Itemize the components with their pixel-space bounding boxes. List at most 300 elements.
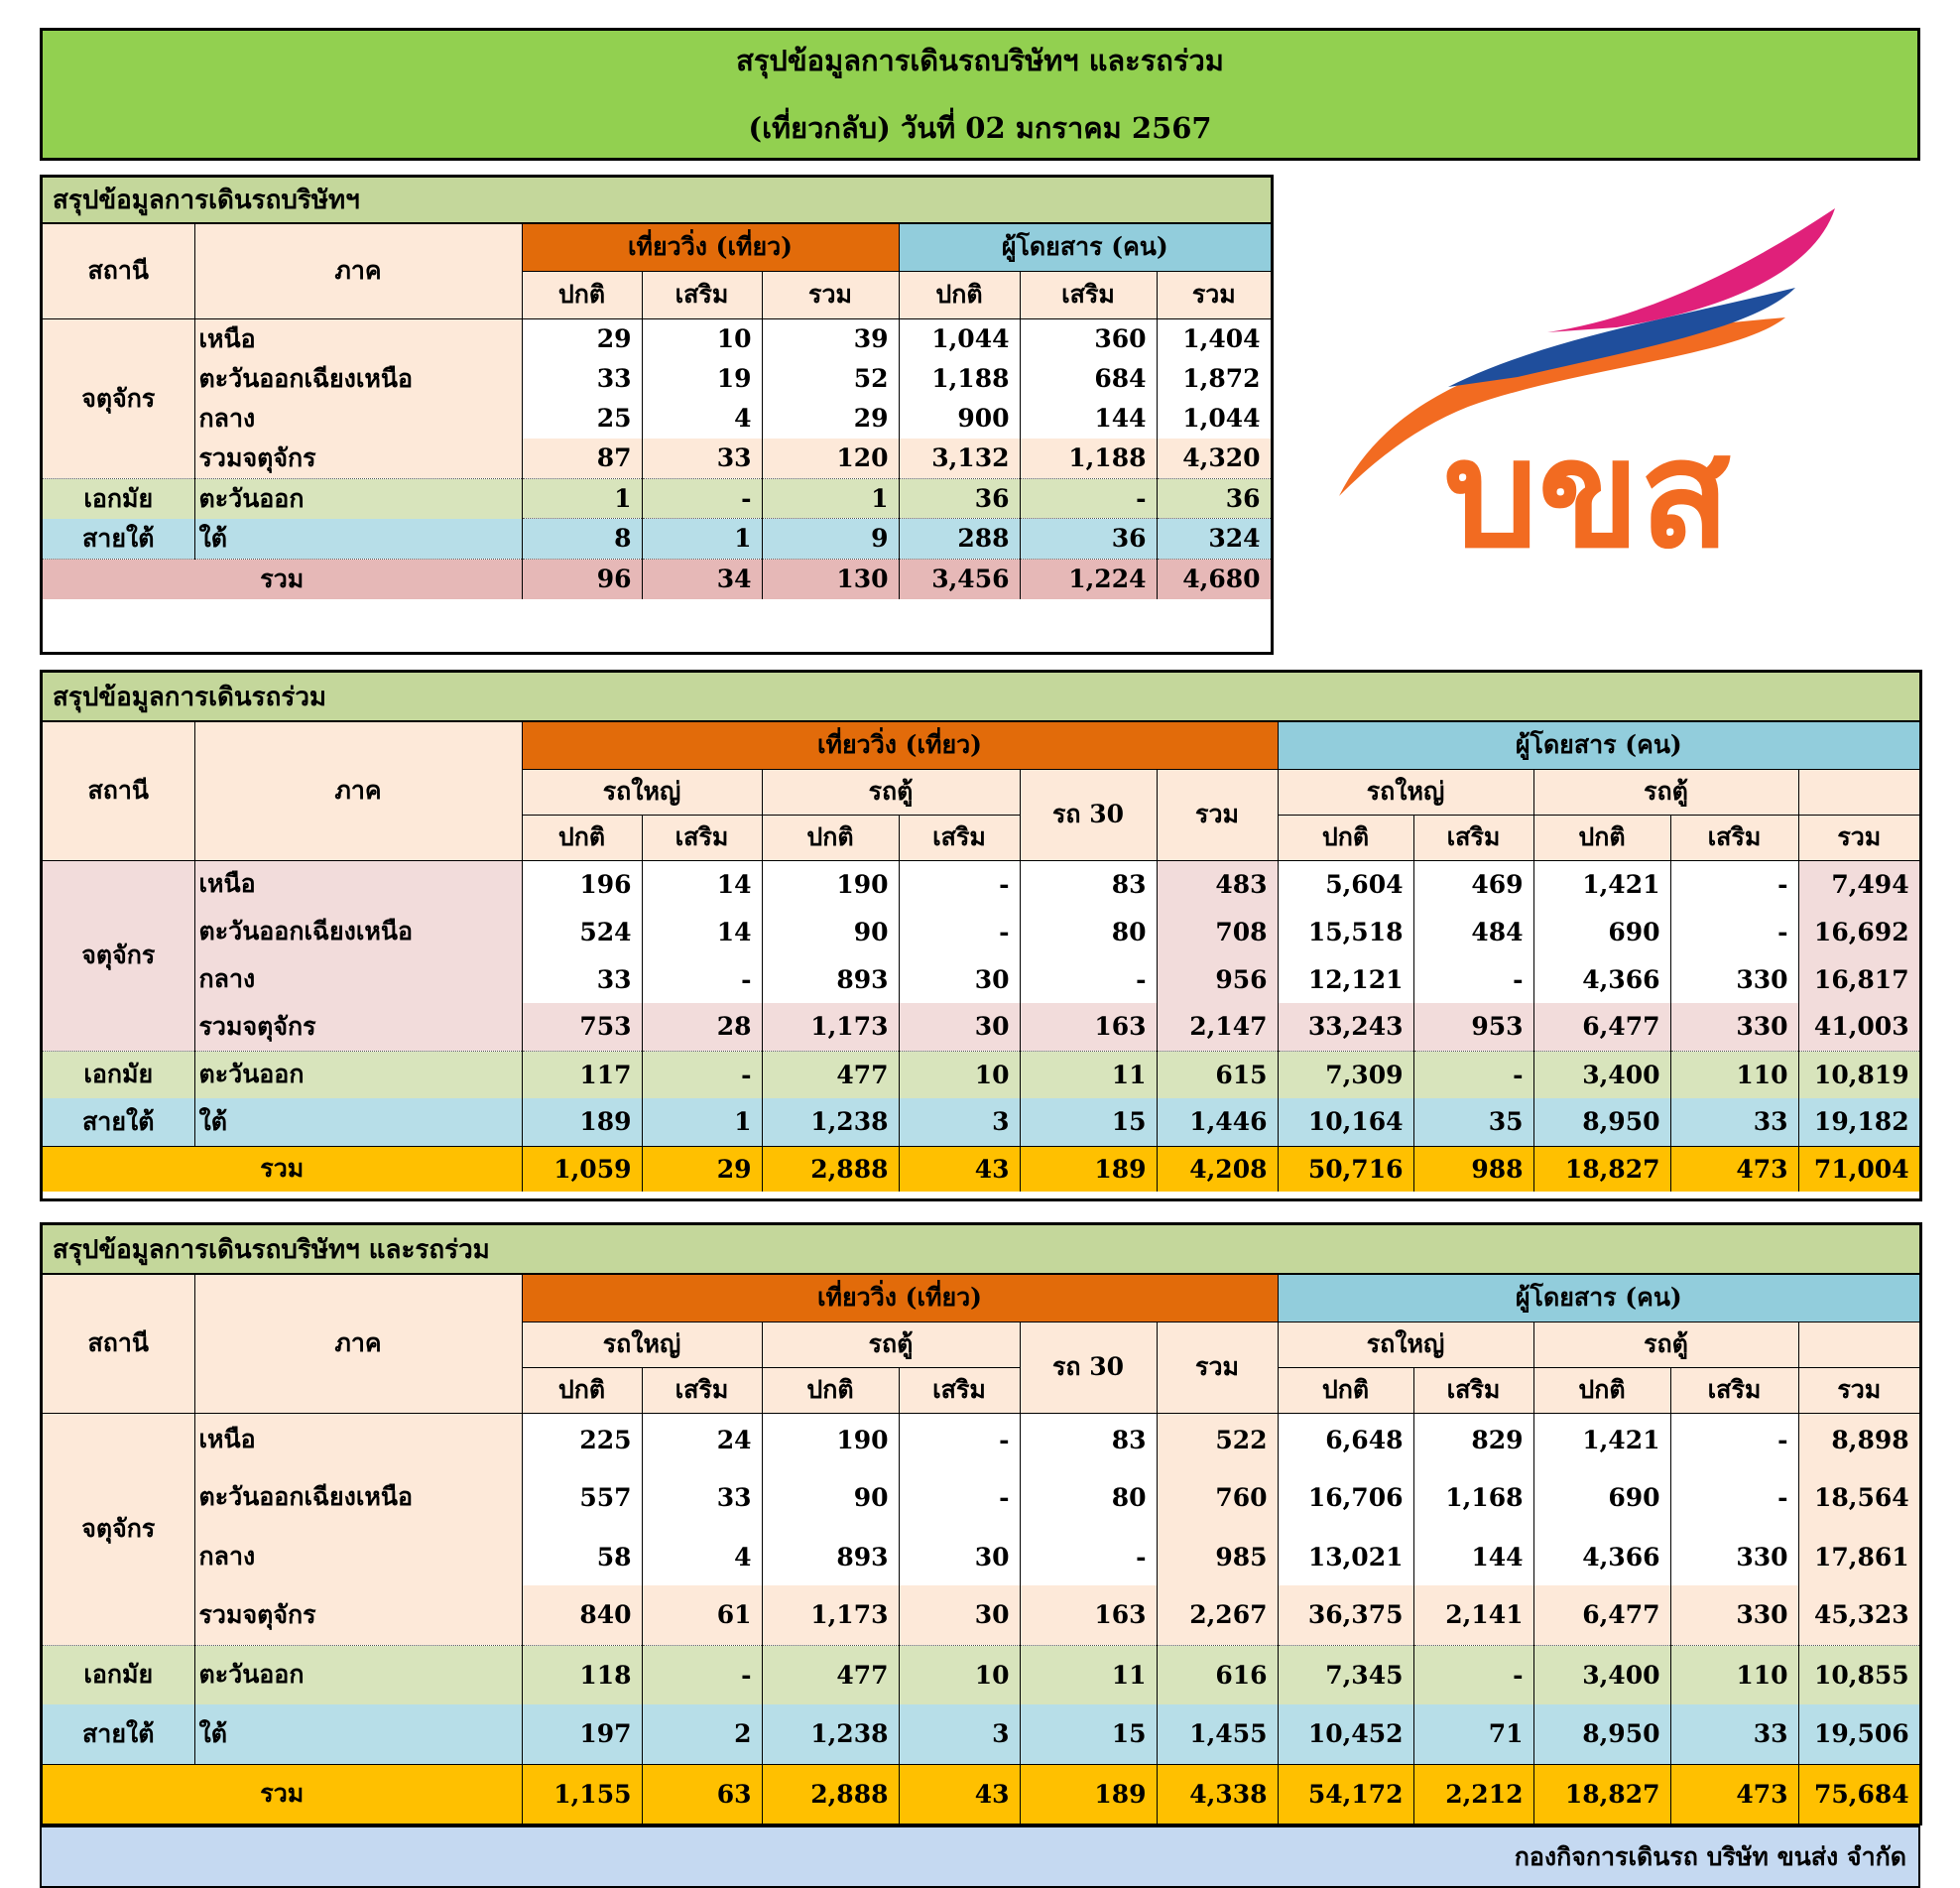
value-cell: 15,518 — [1278, 908, 1413, 955]
value-cell: 189 — [1020, 1146, 1157, 1192]
value-cell: 35 — [1413, 1098, 1533, 1146]
region-cell: กลาง — [194, 1528, 522, 1585]
value-cell: 15 — [1020, 1098, 1157, 1146]
value-cell: 10,452 — [1278, 1704, 1413, 1764]
value-cell: 1,421 — [1533, 860, 1670, 908]
value-cell: 24 — [642, 1413, 762, 1466]
total-label: รวม — [43, 1146, 522, 1192]
value-cell: - — [899, 1413, 1020, 1466]
value-cell: 144 — [1020, 399, 1157, 439]
bks-logo — [1319, 198, 1855, 575]
col-extra: เสริม — [1670, 1367, 1798, 1413]
region-cell: ตะวันออกเฉียงเหนือ — [194, 908, 522, 955]
table-row — [43, 399, 1271, 439]
value-cell: 110 — [1670, 1645, 1798, 1704]
value-cell: 10,164 — [1278, 1098, 1413, 1146]
table-row — [43, 1051, 1919, 1098]
value-cell: 469 — [1413, 860, 1533, 908]
col-passengers: ผู้โดยสาร (คน) — [1278, 1274, 1919, 1322]
value-cell: 4 — [642, 399, 762, 439]
value-cell: 8 — [522, 519, 642, 560]
joint-summary-table — [40, 670, 1922, 1201]
value-cell: 4,208 — [1157, 1146, 1278, 1192]
value-cell: 39 — [762, 318, 899, 359]
value-cell: 8,950 — [1533, 1098, 1670, 1146]
value-cell: 83 — [1020, 860, 1157, 908]
value-cell: 616 — [1157, 1645, 1278, 1704]
col-extra: เสริม — [642, 271, 762, 318]
report-subtitle: (เที่ยวกลับ) วันที่ 02 มกราคม 2567 — [748, 111, 1212, 145]
value-cell: 1,044 — [1157, 399, 1271, 439]
value-cell: 83 — [1020, 1413, 1157, 1466]
col-station: สถานี — [43, 223, 194, 318]
col-normal: ปกติ — [1533, 815, 1670, 860]
value-cell: 484 — [1413, 908, 1533, 955]
value-cell: 708 — [1157, 908, 1278, 955]
col-extra: เสริม — [899, 1367, 1020, 1413]
col-big-bus: รถใหญ่ — [1278, 1322, 1533, 1367]
col-normal: ปกติ — [522, 1367, 642, 1413]
value-cell: 1 — [642, 519, 762, 560]
value-cell: 1,404 — [1157, 318, 1271, 359]
table-title: สรุปข้อมูลการเดินรถร่วม — [43, 673, 1919, 721]
value-cell: 1,059 — [522, 1146, 642, 1192]
value-cell: 10 — [899, 1645, 1020, 1704]
value-cell: 2,212 — [1413, 1764, 1533, 1824]
value-cell: - — [1670, 860, 1798, 908]
table-row — [43, 908, 1919, 955]
value-cell: 900 — [899, 399, 1020, 439]
value-cell: 6,477 — [1533, 1003, 1670, 1051]
col-region: ภาค — [194, 223, 522, 318]
value-cell: 45,323 — [1798, 1585, 1919, 1645]
value-cell: 33 — [1670, 1098, 1798, 1146]
station-cell: เอกมัย — [43, 1645, 194, 1704]
value-cell: 197 — [522, 1704, 642, 1764]
value-cell: - — [899, 908, 1020, 955]
value-cell: 893 — [762, 955, 899, 1003]
value-cell: 36 — [899, 478, 1020, 519]
value-cell: 953 — [1413, 1003, 1533, 1051]
col-passengers: ผู้โดยสาร (คน) — [1278, 721, 1919, 769]
value-cell: 33,243 — [1278, 1003, 1413, 1051]
value-cell: - — [1413, 1051, 1533, 1098]
col-big-bus: รถใหญ่ — [522, 1322, 762, 1367]
value-cell: 1,446 — [1157, 1098, 1278, 1146]
table-row — [43, 1413, 1919, 1466]
station-cell: จตุจักร — [43, 860, 194, 1051]
station-cell: สายใต้ — [43, 519, 194, 560]
value-cell: 477 — [762, 1645, 899, 1704]
value-cell: 17,861 — [1798, 1528, 1919, 1585]
value-cell: - — [1020, 955, 1157, 1003]
total-label: รวม — [43, 1764, 522, 1824]
table-title: สรุปข้อมูลการเดินรถบริษัทฯ และรถร่วม — [43, 1225, 1919, 1274]
station-cell: เอกมัย — [43, 1051, 194, 1098]
value-cell: 12,121 — [1278, 955, 1413, 1003]
value-cell: 3 — [899, 1098, 1020, 1146]
col-normal: ปกติ — [522, 815, 642, 860]
region-cell: ตะวันออกเฉียงเหนือ — [194, 1466, 522, 1528]
value-cell: 80 — [1020, 908, 1157, 955]
value-cell: 18,827 — [1533, 1764, 1670, 1824]
report-header — [40, 28, 1920, 161]
region-cell: รวมจตุจักร — [194, 439, 522, 479]
col-trips: เที่ยววิ่ง (เที่ยว) — [522, 223, 899, 271]
value-cell: 3,132 — [899, 439, 1020, 479]
col-station: สถานี — [43, 721, 194, 860]
value-cell: 189 — [1020, 1764, 1157, 1824]
value-cell: 30 — [899, 1585, 1020, 1645]
value-cell: 58 — [522, 1528, 642, 1585]
value-cell: 6,648 — [1278, 1413, 1413, 1466]
station-cell: จตุจักร — [43, 1413, 194, 1645]
col-extra: เสริม — [642, 1367, 762, 1413]
value-cell: 9 — [762, 519, 899, 560]
col-total: รวม — [1798, 815, 1919, 860]
value-cell: 87 — [522, 439, 642, 479]
value-cell: - — [1020, 1528, 1157, 1585]
value-cell: 43 — [899, 1764, 1020, 1824]
col-trips: เที่ยววิ่ง (เที่ยว) — [522, 721, 1278, 769]
value-cell: 8,898 — [1798, 1413, 1919, 1466]
value-cell: 29 — [642, 1146, 762, 1192]
value-cell: 1,455 — [1157, 1704, 1278, 1764]
value-cell: 3 — [899, 1704, 1020, 1764]
value-cell: 96 — [522, 559, 642, 599]
value-cell: 4,680 — [1157, 559, 1271, 599]
value-cell: 330 — [1670, 1003, 1798, 1051]
value-cell: 29 — [522, 318, 642, 359]
value-cell: 13,021 — [1278, 1528, 1413, 1585]
value-cell: 190 — [762, 860, 899, 908]
value-cell: 196 — [522, 860, 642, 908]
col-van: รถตู้ — [762, 1322, 1020, 1367]
value-cell: 4 — [642, 1528, 762, 1585]
company-summary-table — [40, 175, 1274, 655]
blank-cell — [1798, 1322, 1919, 1367]
value-cell: 61 — [642, 1585, 762, 1645]
col-extra: เสริม — [1670, 815, 1798, 860]
value-cell: - — [1413, 955, 1533, 1003]
value-cell: 324 — [1157, 519, 1271, 560]
value-cell: 829 — [1413, 1413, 1533, 1466]
value-cell: 16,692 — [1798, 908, 1919, 955]
value-cell: 33 — [522, 955, 642, 1003]
value-cell: 11 — [1020, 1051, 1157, 1098]
value-cell: 4,366 — [1533, 1528, 1670, 1585]
combined-summary-table — [40, 1222, 1922, 1825]
value-cell: 1,188 — [1020, 439, 1157, 479]
value-cell: - — [642, 1051, 762, 1098]
station-cell: เอกมัย — [43, 478, 194, 519]
value-cell: 473 — [1670, 1764, 1798, 1824]
value-cell: 2 — [642, 1704, 762, 1764]
value-cell: 16,817 — [1798, 955, 1919, 1003]
table-row — [43, 318, 1271, 359]
value-cell: 25 — [522, 399, 642, 439]
value-cell: 30 — [899, 1528, 1020, 1585]
value-cell: 5,604 — [1278, 860, 1413, 908]
value-cell: 1 — [522, 478, 642, 519]
value-cell: 4,366 — [1533, 955, 1670, 1003]
value-cell: 690 — [1533, 1466, 1670, 1528]
region-cell: ใต้ — [194, 1704, 522, 1764]
logo-text: บขส — [1443, 409, 1731, 575]
col-extra: เสริม — [1413, 1367, 1533, 1413]
value-cell: - — [1670, 1413, 1798, 1466]
value-cell: 690 — [1533, 908, 1670, 955]
station-cell: สายใต้ — [43, 1704, 194, 1764]
value-cell: 30 — [899, 955, 1020, 1003]
value-cell: 189 — [522, 1098, 642, 1146]
value-cell: 840 — [522, 1585, 642, 1645]
value-cell: 3,400 — [1533, 1051, 1670, 1098]
value-cell: - — [899, 860, 1020, 908]
col-trips: เที่ยววิ่ง (เที่ยว) — [522, 1274, 1278, 1322]
table-row — [43, 359, 1271, 399]
value-cell: 71 — [1413, 1704, 1533, 1764]
col-extra: เสริม — [1413, 815, 1533, 860]
value-cell: 4,338 — [1157, 1764, 1278, 1824]
col-extra: เสริม — [642, 815, 762, 860]
value-cell: 163 — [1020, 1003, 1157, 1051]
table-row — [43, 1585, 1919, 1645]
table-row — [43, 1528, 1919, 1585]
value-cell: 985 — [1157, 1528, 1278, 1585]
col-total: รวม — [1157, 1322, 1278, 1413]
value-cell: 33 — [642, 439, 762, 479]
value-cell: 3,456 — [899, 559, 1020, 599]
table-row — [43, 1146, 1919, 1192]
value-cell: 18,564 — [1798, 1466, 1919, 1528]
region-cell: ตะวันออก — [194, 1645, 522, 1704]
value-cell: 615 — [1157, 1051, 1278, 1098]
value-cell: 110 — [1670, 1051, 1798, 1098]
region-cell: เหนือ — [194, 318, 522, 359]
value-cell: 43 — [899, 1146, 1020, 1192]
region-cell: ตะวันออกเฉียงเหนือ — [194, 359, 522, 399]
value-cell: 163 — [1020, 1585, 1157, 1645]
value-cell: 1,188 — [899, 359, 1020, 399]
value-cell: 8,950 — [1533, 1704, 1670, 1764]
value-cell: 1 — [762, 478, 899, 519]
value-cell: 36,375 — [1278, 1585, 1413, 1645]
value-cell: 54,172 — [1278, 1764, 1413, 1824]
col-van: รถตู้ — [1533, 1322, 1798, 1367]
col-normal: ปกติ — [762, 815, 899, 860]
value-cell: 956 — [1157, 955, 1278, 1003]
table-row — [43, 559, 1271, 599]
value-cell: 63 — [642, 1764, 762, 1824]
value-cell: 6,477 — [1533, 1585, 1670, 1645]
col-big-bus: รถใหญ่ — [522, 769, 762, 815]
value-cell: 117 — [522, 1051, 642, 1098]
value-cell: 16,706 — [1278, 1466, 1413, 1528]
value-cell: 684 — [1020, 359, 1157, 399]
value-cell: 50,716 — [1278, 1146, 1413, 1192]
col-big-bus: รถใหญ่ — [1278, 769, 1533, 815]
value-cell: - — [899, 1466, 1020, 1528]
table-row — [43, 1764, 1919, 1824]
table-row — [43, 1466, 1919, 1528]
value-cell: 90 — [762, 1466, 899, 1528]
value-cell: 4,320 — [1157, 439, 1271, 479]
blank-cell — [1798, 769, 1919, 815]
value-cell: 11 — [1020, 1645, 1157, 1704]
col-van: รถตู้ — [762, 769, 1020, 815]
value-cell: 288 — [899, 519, 1020, 560]
value-cell: 1 — [642, 1098, 762, 1146]
col-station: สถานี — [43, 1274, 194, 1413]
value-cell: 2,267 — [1157, 1585, 1278, 1645]
value-cell: 2,888 — [762, 1764, 899, 1824]
value-cell: 10 — [899, 1051, 1020, 1098]
value-cell: 1,173 — [762, 1003, 899, 1051]
col-extra: เสริม — [1020, 271, 1157, 318]
value-cell: 1,238 — [762, 1098, 899, 1146]
value-cell: 190 — [762, 1413, 899, 1466]
region-cell: ใต้ — [194, 519, 522, 560]
footer — [40, 1825, 1920, 1888]
value-cell: 483 — [1157, 860, 1278, 908]
col-normal: ปกติ — [1278, 1367, 1413, 1413]
col-van: รถตู้ — [1533, 769, 1798, 815]
table-row — [43, 1704, 1919, 1764]
value-cell: 30 — [899, 1003, 1020, 1051]
value-cell: 34 — [642, 559, 762, 599]
col-normal: ปกติ — [762, 1367, 899, 1413]
value-cell: 33 — [1670, 1704, 1798, 1764]
value-cell: 18,827 — [1533, 1146, 1670, 1192]
table-row — [43, 860, 1919, 908]
value-cell: 477 — [762, 1051, 899, 1098]
value-cell: 10,855 — [1798, 1645, 1919, 1704]
total-label: รวม — [43, 559, 522, 599]
value-cell: 14 — [642, 860, 762, 908]
value-cell: 10,819 — [1798, 1051, 1919, 1098]
value-cell: 71,004 — [1798, 1146, 1919, 1192]
value-cell: 1,238 — [762, 1704, 899, 1764]
table-row — [43, 1098, 1919, 1146]
value-cell: 19,182 — [1798, 1098, 1919, 1146]
value-cell: 75,684 — [1798, 1764, 1919, 1824]
col-normal: ปกติ — [899, 271, 1020, 318]
table-row — [43, 478, 1271, 519]
value-cell: 36 — [1157, 478, 1271, 519]
value-cell: - — [642, 955, 762, 1003]
value-cell: 2,147 — [1157, 1003, 1278, 1051]
region-cell: ตะวันออก — [194, 478, 522, 519]
region-cell: รวมจตุจักร — [194, 1585, 522, 1645]
station-cell: จตุจักร — [43, 318, 194, 478]
value-cell: 52 — [762, 359, 899, 399]
value-cell: 473 — [1670, 1146, 1798, 1192]
col-normal: ปกติ — [522, 271, 642, 318]
table-row — [43, 1003, 1919, 1051]
col-region: ภาค — [194, 721, 522, 860]
col-normal: ปกติ — [1533, 1367, 1670, 1413]
value-cell: - — [1670, 908, 1798, 955]
value-cell: 41,003 — [1798, 1003, 1919, 1051]
value-cell: 330 — [1670, 955, 1798, 1003]
value-cell: 760 — [1157, 1466, 1278, 1528]
value-cell: 120 — [762, 439, 899, 479]
value-cell: 1,421 — [1533, 1413, 1670, 1466]
table-row — [43, 439, 1271, 479]
value-cell: 118 — [522, 1645, 642, 1704]
region-cell: กลาง — [194, 955, 522, 1003]
value-cell: 1,872 — [1157, 359, 1271, 399]
value-cell: - — [642, 478, 762, 519]
value-cell: 3,400 — [1533, 1645, 1670, 1704]
col-total: รวม — [1798, 1367, 1919, 1413]
footer-text: กองกิจการเดินรถ บริษัท ขนส่ง จำกัด — [1514, 1841, 1906, 1871]
value-cell: 330 — [1670, 1585, 1798, 1645]
col-extra: เสริม — [899, 815, 1020, 860]
value-cell: 144 — [1413, 1528, 1533, 1585]
value-cell: 360 — [1020, 318, 1157, 359]
value-cell: 7,309 — [1278, 1051, 1413, 1098]
value-cell: - — [642, 1645, 762, 1704]
value-cell: - — [1413, 1645, 1533, 1704]
table-row — [43, 1645, 1919, 1704]
value-cell: 19 — [642, 359, 762, 399]
value-cell: - — [1670, 1466, 1798, 1528]
value-cell: 130 — [762, 559, 899, 599]
region-cell: รวมจตุจักร — [194, 1003, 522, 1051]
region-cell: กลาง — [194, 399, 522, 439]
region-cell: เหนือ — [194, 1413, 522, 1466]
value-cell: 1,173 — [762, 1585, 899, 1645]
value-cell: 15 — [1020, 1704, 1157, 1764]
value-cell: 10 — [642, 318, 762, 359]
value-cell: 557 — [522, 1466, 642, 1528]
bks-logo-image — [1319, 198, 1855, 575]
value-cell: 2,888 — [762, 1146, 899, 1192]
col-total: รวม — [1157, 271, 1271, 318]
value-cell: 524 — [522, 908, 642, 955]
value-cell: 1,224 — [1020, 559, 1157, 599]
station-cell: สายใต้ — [43, 1098, 194, 1146]
col-bus30: รถ 30 — [1020, 1322, 1157, 1413]
value-cell: 90 — [762, 908, 899, 955]
table-row — [43, 519, 1271, 560]
report-title: สรุปข้อมูลการเดินรถบริษัทฯ และรถร่วม — [736, 44, 1224, 77]
value-cell: 19,506 — [1798, 1704, 1919, 1764]
value-cell: 893 — [762, 1528, 899, 1585]
value-cell: 1,044 — [899, 318, 1020, 359]
value-cell: 1,155 — [522, 1764, 642, 1824]
value-cell: 522 — [1157, 1413, 1278, 1466]
region-cell: ใต้ — [194, 1098, 522, 1146]
value-cell: 7,345 — [1278, 1645, 1413, 1704]
col-region: ภาค — [194, 1274, 522, 1413]
value-cell: 2,141 — [1413, 1585, 1533, 1645]
value-cell: 988 — [1413, 1146, 1533, 1192]
col-total: รวม — [762, 271, 899, 318]
table-row — [43, 955, 1919, 1003]
value-cell: 14 — [642, 908, 762, 955]
value-cell: 7,494 — [1798, 860, 1919, 908]
col-total: รวม — [1157, 769, 1278, 860]
value-cell: 36 — [1020, 519, 1157, 560]
value-cell: 33 — [642, 1466, 762, 1528]
col-bus30: รถ 30 — [1020, 769, 1157, 860]
value-cell: - — [1020, 478, 1157, 519]
value-cell: 330 — [1670, 1528, 1798, 1585]
value-cell: 33 — [522, 359, 642, 399]
